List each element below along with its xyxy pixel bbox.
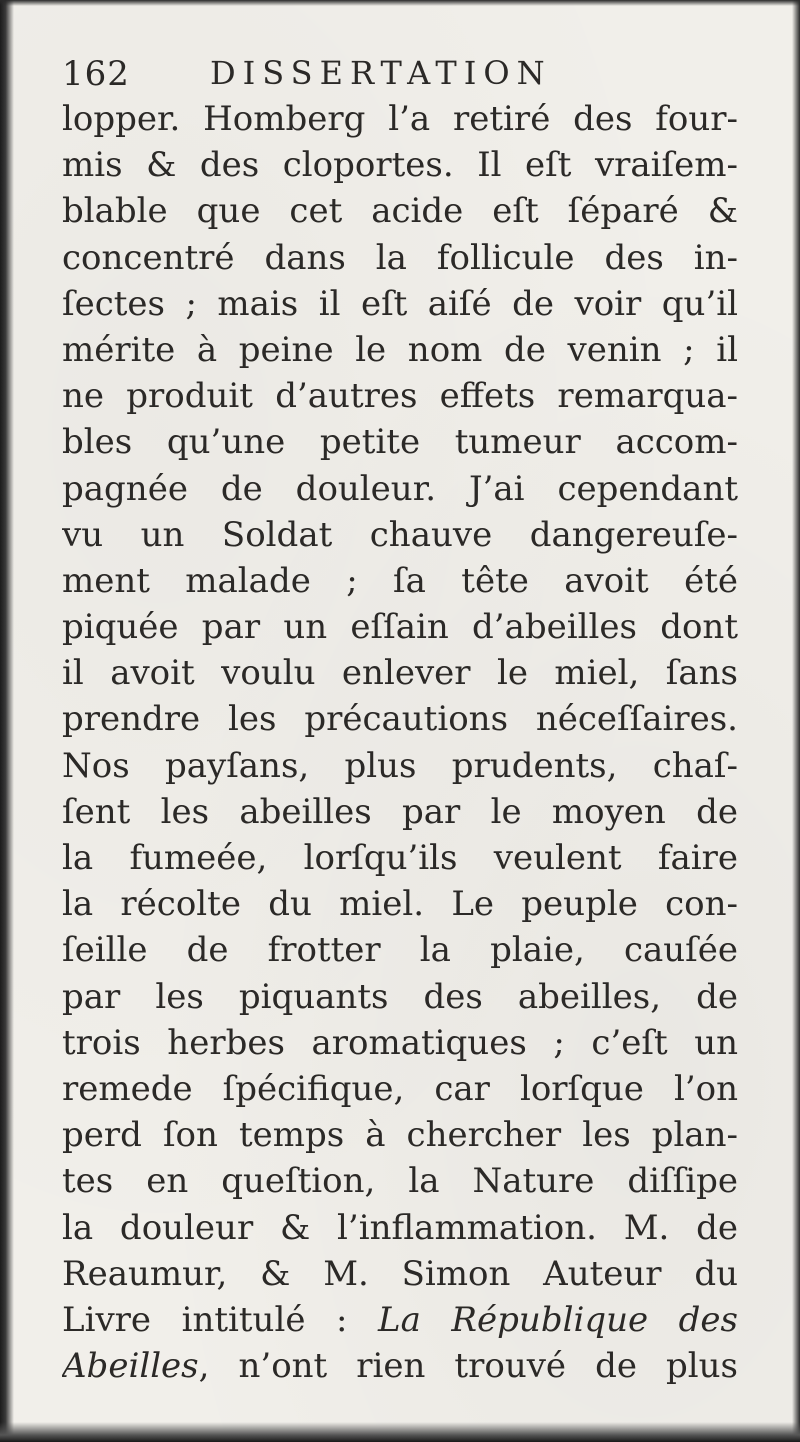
text-line: pagnée de douleur. J’ai cependant	[62, 468, 738, 509]
text-line: ſectes ; mais il eſt aiſé de voir qu’il	[62, 283, 738, 324]
text-line: bles qu’une petite tumeur accom-	[62, 422, 738, 463]
text-line: ne produit d’autres effets remarqua-	[62, 376, 738, 417]
text-line: mis & des cloportes. Il eſt vraiſem-	[62, 145, 738, 186]
text-line: ment malade ; ſa tête avoit été	[62, 560, 738, 601]
page-number: 162	[62, 54, 130, 94]
text-line: concentré dans la follicule des in-	[62, 237, 738, 278]
text-line: la fumeée, lorſqu’ils veulent faire	[62, 838, 738, 878]
text-line: blable que cet acide eſt ſéparé &	[62, 191, 738, 232]
line-text: , n’ont rien trouvé de plus	[198, 1346, 738, 1387]
body-text	[62, 96, 738, 1389]
book-title-italic: Abeilles	[62, 1346, 199, 1387]
text-line	[62, 1343, 738, 1389]
text-line: ſent les abeilles par le moyen de	[62, 791, 738, 832]
text-line: ſeille de frotter la plaie, cauſée	[62, 930, 738, 971]
text-line: mérite à peine le nom de venin ; il	[62, 329, 738, 370]
page-edge-shadow-top	[0, 0, 800, 6]
text-line: perd ſon temps à chercher les plan-	[62, 1115, 738, 1156]
text-line: la douleur & l’inflammation. M. de	[62, 1207, 738, 1248]
page-header	[62, 50, 742, 100]
text-line	[62, 1297, 738, 1343]
text-line: la récolte du miel. Le peuple con-	[62, 884, 738, 925]
text-line: Nos payſans, plus prudents, chaſ-	[62, 745, 738, 786]
page-edge-shadow-right	[792, 0, 800, 1442]
text-line: prendre les précautions néceſſaires.	[62, 699, 738, 740]
text-line: remede ſpécifique, car lorſque l’on	[62, 1068, 738, 1109]
page-edge-shadow-left	[0, 0, 14, 1442]
running-title: DISSERTATION	[210, 54, 552, 92]
text-line: tes en queſtion, la Nature diſſipe	[62, 1161, 738, 1202]
text-line: vu un Soldat chauve dangereuſe-	[62, 514, 738, 555]
text-line: lopper. Homberg l’a retiré des four-	[62, 99, 738, 139]
book-title-italic: La République des	[378, 1299, 738, 1340]
text-line: il avoit voulu enlever le miel, ſans	[62, 653, 738, 694]
text-line: Reaumur, & M. Simon Auteur du	[62, 1253, 738, 1294]
page-edge-shadow-bottom	[0, 1422, 800, 1442]
text-line: piquée par un eſſain d’abeilles dont	[62, 607, 738, 648]
line-text: Livre intitulé :	[62, 1299, 379, 1340]
text-line: trois herbes aromatiques ; c’eſt un	[62, 1022, 738, 1063]
text-line: par les piquants des abeilles, de	[62, 976, 738, 1017]
